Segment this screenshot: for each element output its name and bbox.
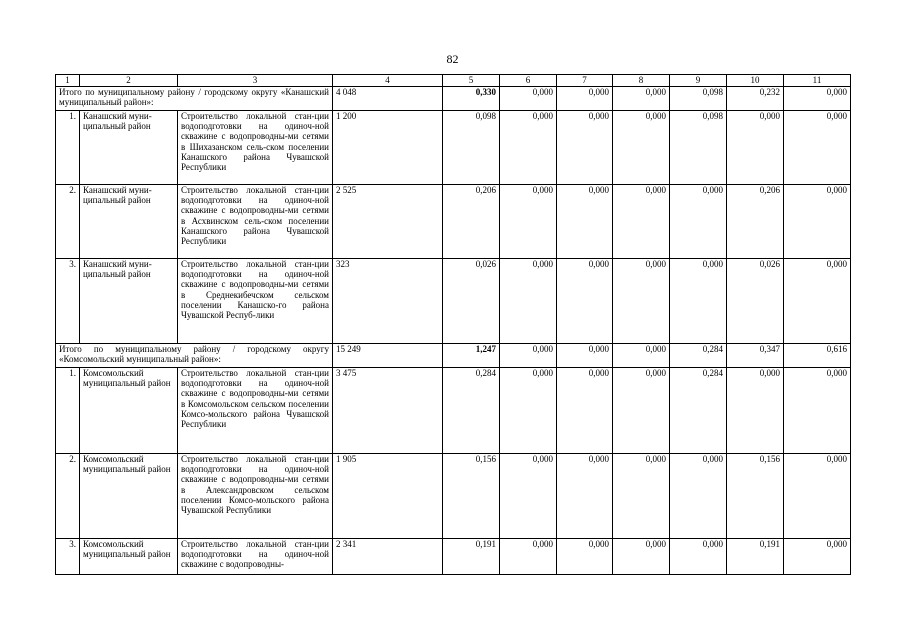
column-number: 8 — [613, 75, 670, 87]
district-cell: Канашский муни-ципальный район — [80, 185, 178, 259]
value-cell: 0,026 — [443, 259, 500, 344]
value-cell: 0,000 — [784, 259, 851, 344]
column-number: 7 — [557, 75, 613, 87]
value-cell: 0,000 — [613, 454, 670, 539]
total-value: 0,000 — [500, 87, 557, 111]
financing-table — [55, 74, 851, 575]
column-number-row — [56, 75, 851, 87]
column-number: 6 — [500, 75, 557, 87]
table-row — [56, 185, 851, 259]
total-value: 0,284 — [670, 344, 727, 368]
value-cell: 0,000 — [670, 185, 727, 259]
value-cell: 0,284 — [670, 368, 727, 454]
column-number: 1 — [56, 75, 80, 87]
total-cost: 4 048 — [333, 87, 443, 111]
table-row — [56, 454, 851, 539]
total-row-kanash — [56, 87, 851, 111]
total-label: Итого по муниципальному району / городскому округу «Комсомольский муниципальный район»: — [56, 344, 333, 368]
cost-cell: 323 — [333, 259, 443, 344]
row-index: 3. — [56, 539, 80, 575]
total-value: 0,616 — [784, 344, 851, 368]
value-cell: 0,000 — [613, 539, 670, 575]
column-number: 10 — [727, 75, 784, 87]
table-row — [56, 259, 851, 344]
total-value: 0,330 — [443, 87, 500, 111]
total-cost: 15 249 — [333, 344, 443, 368]
column-number: 3 — [178, 75, 333, 87]
district-cell: Канашский муни-ципальный район — [80, 111, 178, 185]
total-row-komsomolsky — [56, 344, 851, 368]
total-value: 0,000 — [557, 344, 613, 368]
row-index: 1. — [56, 111, 80, 185]
total-value: 0,000 — [613, 344, 670, 368]
cost-cell: 1 905 — [333, 454, 443, 539]
value-cell: 0,098 — [670, 111, 727, 185]
page-number: 82 — [446, 52, 459, 66]
value-cell: 0,000 — [613, 185, 670, 259]
total-value: 0,000 — [784, 87, 851, 111]
description-cell: Строительство локальной стан-ции водоподготовки на одиноч-ной скважине с водопроводны-ми сетями в Комсомольском сельском поселении Комсо-мольского района Чувашской Республики — [178, 368, 333, 454]
cost-cell: 3 475 — [333, 368, 443, 454]
row-index: 2. — [56, 454, 80, 539]
value-cell: 0,098 — [443, 111, 500, 185]
district-cell: Комсомольский муниципальный район — [80, 454, 178, 539]
value-cell: 0,000 — [727, 368, 784, 454]
column-number: 5 — [443, 75, 500, 87]
value-cell: 0,000 — [500, 185, 557, 259]
value-cell: 0,000 — [557, 368, 613, 454]
total-value: 1,247 — [443, 344, 500, 368]
value-cell: 0,000 — [557, 454, 613, 539]
value-cell: 0,000 — [500, 368, 557, 454]
cost-cell: 2 341 — [333, 539, 443, 575]
total-label: Итого по муниципальному району / городскому округу «Канашский муниципальный район»: — [56, 87, 333, 111]
total-value: 0,000 — [613, 87, 670, 111]
total-value: 0,000 — [500, 344, 557, 368]
value-cell: 0,000 — [500, 539, 557, 575]
value-cell: 0,000 — [670, 539, 727, 575]
column-number: 2 — [80, 75, 178, 87]
value-cell: 0,156 — [443, 454, 500, 539]
value-cell: 0,191 — [443, 539, 500, 575]
value-cell: 0,000 — [557, 259, 613, 344]
value-cell: 0,000 — [784, 368, 851, 454]
value-cell: 0,000 — [784, 454, 851, 539]
row-index: 3. — [56, 259, 80, 344]
description-cell: Строительство локальной стан-ции водоподготовки на одиноч-ной скважине с водопроводны- — [178, 539, 333, 575]
district-cell: Комсомольский муниципальный район — [80, 539, 178, 575]
column-number: 11 — [784, 75, 851, 87]
column-number: 4 — [333, 75, 443, 87]
value-cell: 0,000 — [784, 539, 851, 575]
description-cell: Строительство локальной стан-ции водоподготовки на одиноч-ной скважине с водопроводны-ми сетями в Асхвинском сель-ском поселении Канашского района Чувашской Республики — [178, 185, 333, 259]
value-cell: 0,000 — [557, 111, 613, 185]
table-row — [56, 368, 851, 454]
total-value: 0,232 — [727, 87, 784, 111]
value-cell: 0,156 — [727, 454, 784, 539]
column-number: 9 — [670, 75, 727, 87]
value-cell: 0,206 — [727, 185, 784, 259]
description-cell: Строительство локальной стан-ции водоподготовки на одиноч-ной скважине с водопроводны-ми сетями в Среднекибечском сельском поселении Канашско-го района Чувашской Респуб-лики — [178, 259, 333, 344]
value-cell: 0,206 — [443, 185, 500, 259]
description-cell: Строительство локальной стан-ции водоподготовки на одиноч-ной скважине с водопроводны-ми сетями в Шихазанском сель-ском поселении Канашского района Чувашской Республики — [178, 111, 333, 185]
total-value: 0,098 — [670, 87, 727, 111]
value-cell: 0,000 — [557, 185, 613, 259]
value-cell: 0,000 — [500, 454, 557, 539]
value-cell: 0,000 — [613, 111, 670, 185]
district-cell: Канашский муни-ципальный район — [80, 259, 178, 344]
row-index: 2. — [56, 185, 80, 259]
cost-cell: 1 200 — [333, 111, 443, 185]
total-value: 0,000 — [557, 87, 613, 111]
description-cell: Строительство локальной стан-ции водоподготовки на одиноч-ной скважине с водопроводны-ми сетями в Александровском сельском поселении Комсо-мольского района Чувашской Республики — [178, 454, 333, 539]
value-cell: 0,000 — [500, 259, 557, 344]
value-cell: 0,000 — [500, 111, 557, 185]
value-cell: 0,000 — [784, 111, 851, 185]
value-cell: 0,284 — [443, 368, 500, 454]
row-index: 1. — [56, 368, 80, 454]
value-cell: 0,026 — [727, 259, 784, 344]
value-cell: 0,000 — [613, 368, 670, 454]
table-row — [56, 111, 851, 185]
value-cell: 0,000 — [727, 111, 784, 185]
table-row — [56, 539, 851, 575]
value-cell: 0,000 — [784, 185, 851, 259]
value-cell: 0,000 — [670, 454, 727, 539]
value-cell: 0,191 — [727, 539, 784, 575]
cost-cell: 2 525 — [333, 185, 443, 259]
value-cell: 0,000 — [670, 259, 727, 344]
district-cell: Комсомольский муниципальный район — [80, 368, 178, 454]
value-cell: 0,000 — [613, 259, 670, 344]
value-cell: 0,000 — [557, 539, 613, 575]
total-value: 0,347 — [727, 344, 784, 368]
